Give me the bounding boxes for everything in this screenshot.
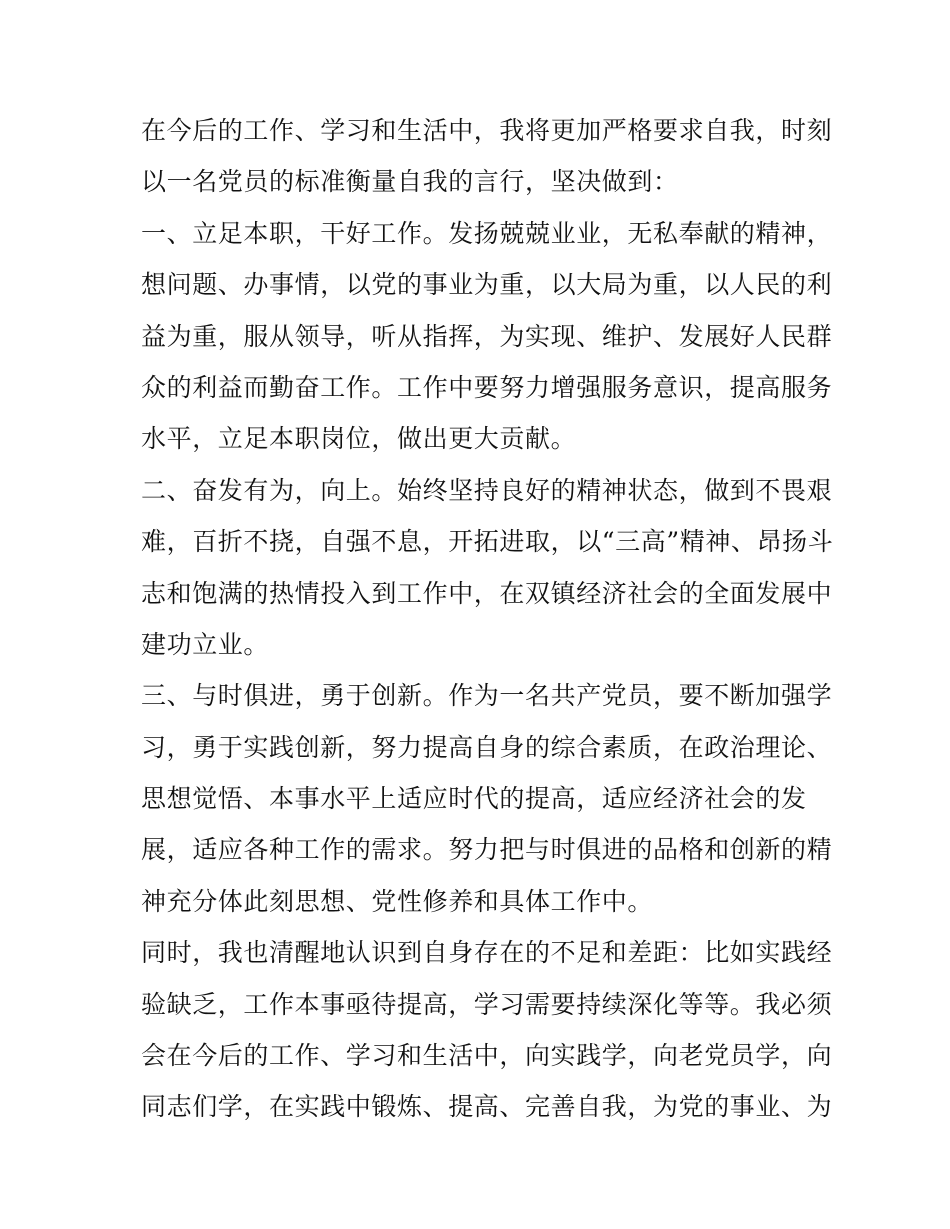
- text-line: 志和饱满的热情投入到工作中，在双镇经济社会的全面发展中: [141, 578, 833, 608]
- text-line: 验缺乏，工作本事亟待提高，学习需要持续深化等等。我必须: [141, 989, 833, 1019]
- text-line: 一、立足本职，干好工作。发扬兢兢业业，无私奉献的精神，: [141, 218, 833, 248]
- text-line: 建功立业。: [141, 629, 270, 659]
- text-line: 在今后的工作、学习和生活中，我将更加严格要求自我，时刻: [141, 116, 833, 145]
- text-line: 同时，我也清醒地认识到自身存在的不足和差距：比如实践经: [141, 938, 833, 968]
- text-line: 会在今后的工作、学习和生活中，向实践学，向老党员学，向: [141, 1041, 833, 1071]
- text-line: 益为重，服从领导，听从指挥，为实现、维护、发展好人民群: [141, 321, 833, 351]
- text-line: 难，百折不挠，自强不息，开拓进取，以“三高”精神、昂扬斗: [141, 527, 834, 557]
- text-line: 习，勇于实践创新，努力提高自身的综合素质，在政治理论、: [141, 732, 833, 762]
- text-line: 以一名党员的标准衡量自我的言行，坚决做到：: [141, 167, 679, 197]
- text-line: 水平，立足本职岗位，做出更大贡献。: [141, 424, 577, 454]
- text-line: 展，适应各种工作的需求。努力把与时俱进的品格和创新的精: [141, 835, 833, 865]
- text-line: 二、奋发有为，向上。始终坚持良好的精神状态，做到不畏艰: [141, 475, 833, 505]
- text-line: 思想觉悟、本事水平上适应时代的提高，适应经济社会的发: [141, 784, 807, 814]
- document-body: [141, 105, 834, 1133]
- text-line: 三、与时俱进，勇于创新。作为一名共产党员，要不断加强学: [141, 681, 833, 711]
- text-line: 想问题、办事情，以党的事业为重，以大局为重，以人民的利: [141, 270, 833, 300]
- text-line: 神充分体此刻思想、党性修养和具体工作中。: [141, 886, 654, 916]
- text-line: 同志们学，在实践中锻炼、提高、完善自我，为党的事业、为: [141, 1092, 833, 1122]
- text-line: 众的利益而勤奋工作。工作中要努力增强服务意识，提高服务: [141, 372, 833, 402]
